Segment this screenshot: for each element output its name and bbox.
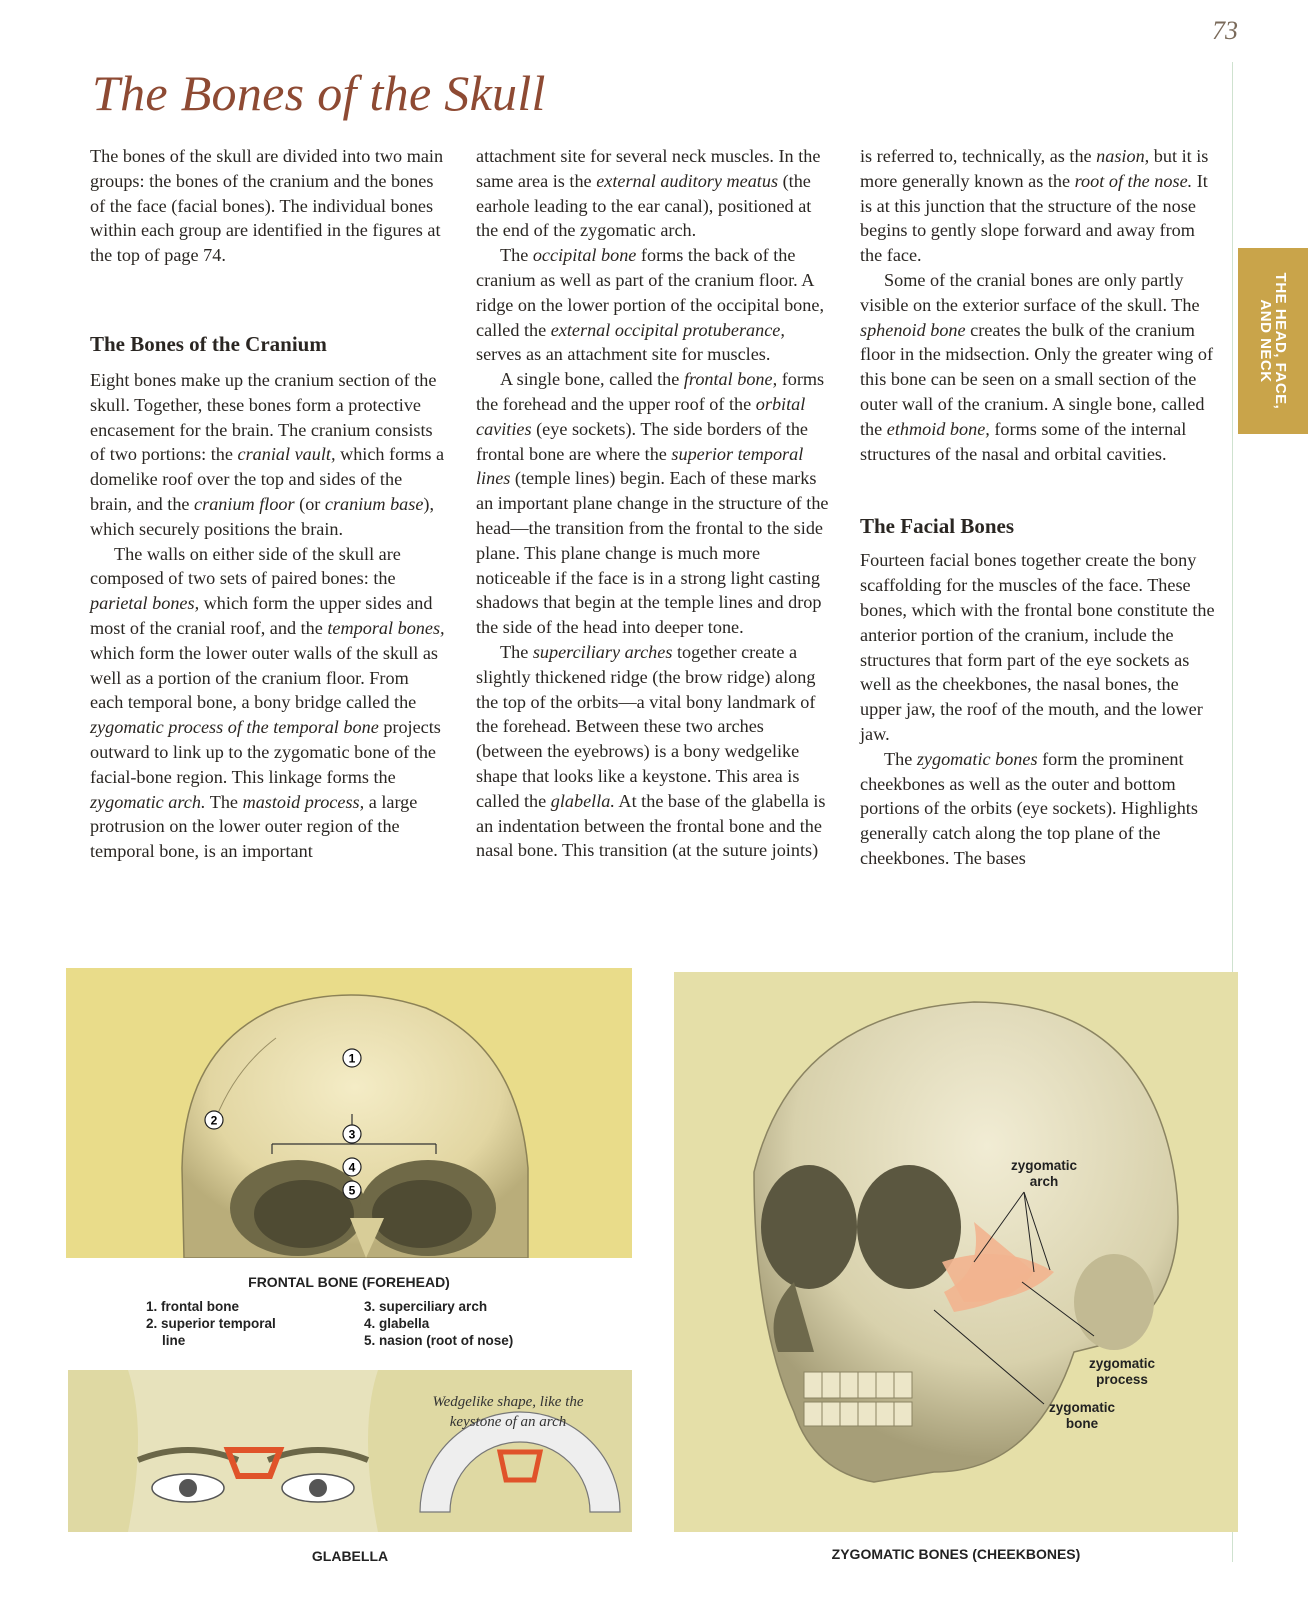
- italic-term: nasion,: [1096, 146, 1150, 166]
- section-heading-facial: The Facial Bones: [860, 514, 1015, 539]
- section-heading-cranium: The Bones of the Cranium: [90, 331, 327, 356]
- text-run: ), which securely positions the brain.: [90, 493, 435, 539]
- text-run: The: [884, 748, 917, 769]
- paragraph: [476, 640, 832, 863]
- text-column-1: [90, 144, 446, 864]
- text-run: together create a slightly thickened ridge (the brow ridge) along the top of the orbits—a vital bony landmark of the forehead. Between these two arches (between the eyebrows) is a bony wedgelike shape that looks like a keystone. This area is called the: [476, 641, 816, 811]
- text-run: The walls on either side of the skull are composed of two sets of paired bones: the: [90, 543, 401, 589]
- marker-5: [343, 1181, 361, 1199]
- text-run: which form the upper sides and most of the cranial roof, and the: [90, 593, 433, 638]
- label-zygomatic-process-2: process: [1096, 1372, 1148, 1387]
- italic-term: root of the nose.: [1074, 170, 1193, 191]
- text-run: attachment site for several neck muscles. In the same area is the: [476, 146, 821, 191]
- marker-4: [343, 1158, 361, 1176]
- text-run: forms the back of the cranium as well as part of the cranium floor. A ridge on the lower portion of the occipital bone, called the: [476, 245, 824, 340]
- section-tab: [1236, 248, 1308, 434]
- text-run: The: [205, 791, 243, 812]
- frontal-bone-legend: [146, 1298, 346, 1349]
- text-column-2: [476, 144, 832, 863]
- text-run: which forms a domelike roof over the top and sides of the brain, and the: [90, 444, 445, 514]
- italic-term: cranium base: [324, 493, 424, 514]
- label-zygomatic-arch: zygomatic: [1010, 1158, 1078, 1173]
- italic-term: frontal bone,: [683, 369, 778, 390]
- text-run: The bones of the skull are divided into two main groups: the bones of the cranium and the bones of the face (facial bones). The individual bones within each group are identified in the figures at the top of page 74.: [90, 146, 444, 266]
- svg-text:1: 1: [348, 1051, 356, 1066]
- frontal-bone-legend-right: [364, 1298, 584, 1349]
- legend-item: 3. superciliary arch: [364, 1299, 488, 1314]
- section-tab-line1: THE HEAD, FACE,: [1272, 272, 1289, 410]
- text-run: but it is more generally known as the: [860, 146, 1209, 191]
- glabella-note-line1: Wedgelike shape, like the: [432, 1394, 584, 1410]
- legend-item: 5. nasion (root of nose): [364, 1333, 514, 1348]
- legend-item: line: [162, 1333, 186, 1348]
- label-zygomatic-bone: zygomatic: [1048, 1400, 1116, 1415]
- label-zygomatic-process: zygomatic: [1088, 1356, 1156, 1371]
- text-run: serves as an attachment site for muscles.: [476, 344, 771, 365]
- italic-term: zygomatic process of the temporal bone: [90, 717, 379, 738]
- svg-text:5: 5: [348, 1183, 356, 1198]
- paragraph: [476, 144, 832, 243]
- text-run: is referred to, technically, as the: [860, 146, 1097, 166]
- svg-text:4: 4: [348, 1160, 356, 1175]
- page-number: 73: [1212, 16, 1238, 45]
- italic-term: sphenoid bone: [860, 319, 966, 340]
- zygomatic-caption: ZYGOMATIC BONES (CHEEKBONES): [831, 1546, 1081, 1562]
- text-run: (the earhole leading to the ear canal), positioned at the end of the zygomatic arch.: [476, 170, 812, 241]
- text-run: At the base of the glabella is an indentation between the frontal bone and the nasal bone. This transition (at the suture joints): [476, 790, 826, 861]
- skull-side-drawing: [674, 972, 1238, 1532]
- italic-term: superior temporal lines: [476, 443, 804, 489]
- text-run: form the prominent cheekbones as well as the outer and bottom portions of the orbits (eye sockets). Highlights generally catch along the top plane of the cheekbones. The bases: [860, 748, 1198, 868]
- marker-1: [343, 1049, 361, 1067]
- frontal-bone-illustration: [66, 968, 632, 1258]
- text-run: The: [500, 641, 533, 662]
- text-run: The: [500, 245, 533, 266]
- italic-term: external occipital protuberance,: [550, 319, 785, 340]
- text-run: (eye sockets). The side borders of the frontal bone are where the: [476, 418, 808, 464]
- italic-term: cranial vault,: [237, 444, 336, 465]
- text-run: forms the forehead and the upper roof of the: [476, 369, 825, 414]
- italic-term: ethmoid bone,: [886, 418, 990, 439]
- italic-term: temporal bones,: [327, 617, 445, 638]
- text-run: It is at this junction that the structure of the nose begins to gently slope forward and away from the face.: [860, 170, 1208, 266]
- marker-2: [205, 1111, 223, 1129]
- italic-term: occipital bone: [532, 245, 637, 266]
- zygomatic-illustration: [674, 972, 1238, 1532]
- intro-paragraph: [90, 144, 446, 268]
- italic-term: glabella.: [550, 790, 615, 811]
- italic-term: cranium floor: [194, 493, 295, 514]
- text-run: A single bone, called the: [500, 369, 684, 390]
- text-run: forms some of the internal structures of the nasal and orbital cavities.: [860, 418, 1187, 464]
- legend-item: 1. frontal bone: [146, 1299, 240, 1314]
- text-run: Fourteen facial bones together create the bony scaffolding for the muscles of the face. These bones, which with the frontal bone constitute the anterior portion of the cranium, include the structures that form part of the eye sockets as well as the cheekbones, the nasal bones, the upper jaw, the roof of the mouth, and the lower jaw.: [860, 550, 1215, 744]
- marker-3: [343, 1125, 361, 1143]
- text-run: (or: [294, 493, 325, 514]
- section-tab-line2: AND NECK: [1257, 299, 1274, 383]
- svg-text:3: 3: [348, 1127, 356, 1142]
- svg-text:2: 2: [210, 1113, 218, 1128]
- glabella-drawing: [68, 1370, 632, 1532]
- text-run: which form the lower outer walls of the skull as well as a portion of the cranium floor. From each temporal bone, a bony bridge called the: [90, 642, 439, 713]
- paragraph: [90, 368, 446, 542]
- glabella-illustration: [68, 1370, 632, 1532]
- page-title: The Bones of the Skull: [92, 65, 546, 121]
- label-zygomatic-bone-2: bone: [1065, 1416, 1099, 1431]
- italic-term: zygomatic arch.: [90, 791, 206, 812]
- skull-front-drawing: [66, 968, 632, 1258]
- label-zygomatic-arch-2: arch: [1029, 1174, 1059, 1189]
- paragraph: [860, 548, 1216, 746]
- text-run: projects outward to link up to the zygomatic bone of the facial-bone region. This linkage forms the: [90, 717, 441, 787]
- italic-term: zygomatic bones: [916, 748, 1038, 769]
- italic-term: parietal bones,: [90, 593, 200, 614]
- paragraph: [90, 542, 446, 864]
- text-column-3: [860, 144, 1216, 871]
- text-run: creates the bulk of the cranium floor in the midsection. Only the greater wing of this bone can be seen on a small section of the outer wall of the cranium. A single bone, called the: [860, 319, 1214, 439]
- glabella-caption: GLABELLA: [311, 1548, 389, 1564]
- frontal-bone-caption: FRONTAL BONE (FOREHEAD): [248, 1274, 450, 1290]
- italic-term: superciliary arches: [532, 641, 673, 662]
- text-run: a large protrusion on the lower outer region of the temporal bone, is an important: [90, 791, 418, 862]
- section-tab-label: [1258, 273, 1288, 410]
- italic-term: mastoid process,: [242, 791, 365, 812]
- legend-item: 4. glabella: [364, 1316, 430, 1331]
- glabella-note-line2: keystone of an arch: [449, 1414, 567, 1430]
- paragraph: [860, 268, 1216, 466]
- text-run: (temple lines) begin. Each of these marks an important plane change in the structure of the head—the transition from the frontal to the side plane. This plane change is much more noticeable if the face is in a strong light casting shadows that begin at the temple lines and drop the side of the head into deeper tone.: [476, 468, 829, 638]
- text-run: Some of the cranial bones are only partly visible on the exterior surface of the skull. The: [860, 269, 1200, 315]
- paragraph: [860, 747, 1216, 871]
- italic-term: external auditory meatus: [596, 170, 779, 191]
- text-run: Eight bones make up the cranium section of the skull. Together, these bones form a protective encasement for the brain. The cranium consists of two portions: the: [90, 369, 437, 465]
- legend-item: 2. superior temporal: [146, 1316, 276, 1331]
- paragraph: [476, 367, 832, 640]
- paragraph: [860, 144, 1216, 268]
- italic-term: orbital cavities: [476, 393, 806, 439]
- paragraph: [476, 243, 832, 367]
